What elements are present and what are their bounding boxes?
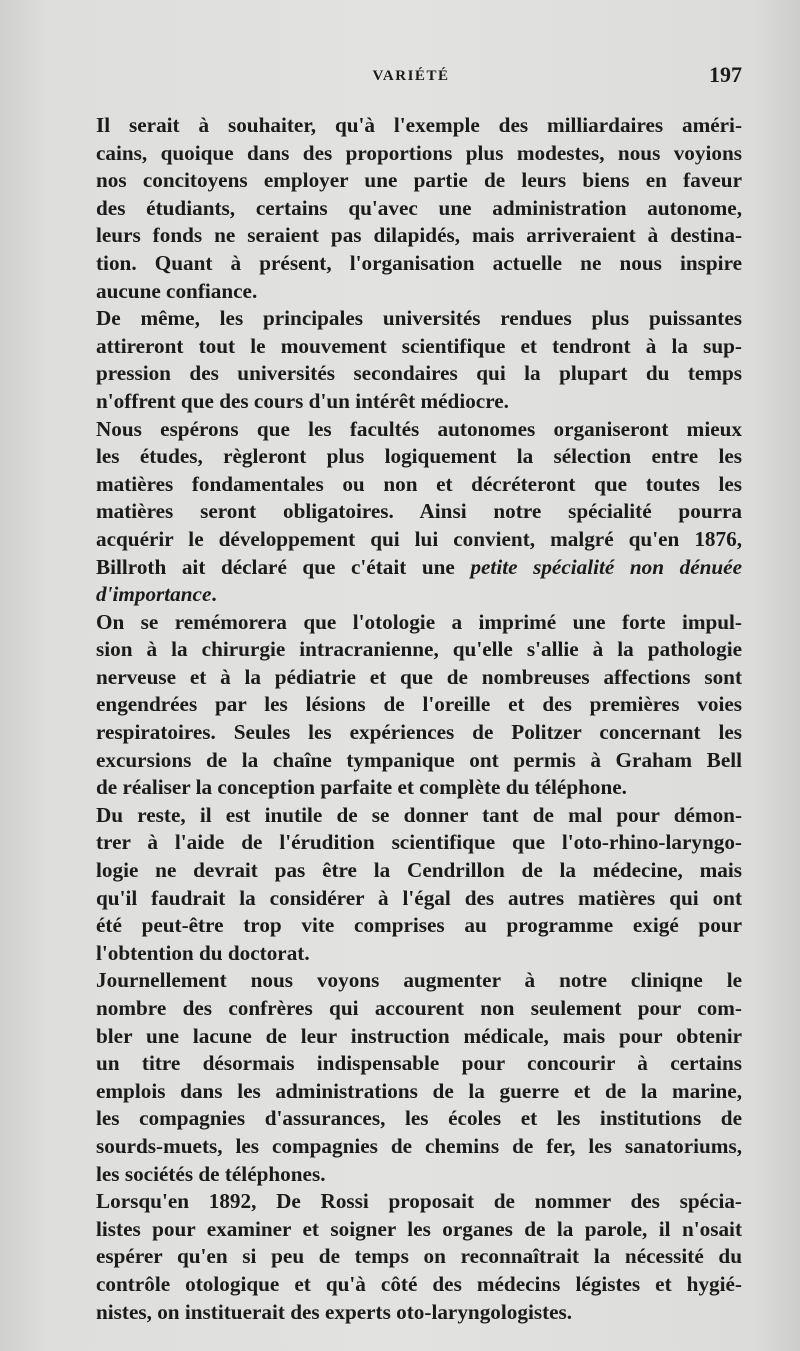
text-line: cains, quoique dans des proportions plus modestes, nous voyions — [96, 140, 742, 165]
text-line: sourds-muets, les compagnies de chemins de fer, les sanatoriums, — [96, 1133, 742, 1158]
text-line: leurs fonds ne seraient pas dilapidés, mais arriveraient à destina- — [96, 223, 742, 248]
text-line: listes pour examiner et soigner les organes de la parole, il n'osait — [96, 1216, 742, 1241]
paragraph-7 — [76, 1188, 742, 1326]
text-line: l'obtention du doctorat. — [96, 940, 310, 965]
text-line: n'offrent que des cours d'un intérêt médiocre. — [96, 388, 509, 413]
text-line: les études, règleront plus logiquement la sélection entre les — [96, 444, 742, 469]
text-line: les sociétés de téléphones. — [96, 1161, 326, 1186]
text-line: logie ne devrait pas être la Cendrillon de la médecine, mais — [96, 858, 742, 883]
text-line: nombre des confrères qui accourent non seulement pour com- — [96, 996, 742, 1020]
text-line: matières seront obligatoires. Ainsi notre spécialité pourra — [96, 499, 742, 524]
text-line: Du reste, il est inutile de se donner tant de mal pour démon- — [96, 802, 742, 827]
text-line: trer à l'aide de l'érudition scientifique que l'oto-rhino-laryngo- — [96, 830, 742, 855]
text-line: Lorsqu'en 1892, De Rossi proposait de nommer des spécia- — [96, 1189, 742, 1214]
text-line: attireront tout le mouvement scientifique et tendront à la sup- — [96, 333, 742, 358]
body-text — [76, 112, 742, 1326]
text-segment: Billroth ait déclaré que c'était une — [96, 554, 471, 579]
text-line: Nous espérons que les facultés autonomes organiseront mieux — [96, 416, 742, 441]
text-line: contrôle otologique et qu'à côté des médecins légistes et hygié- — [96, 1271, 742, 1296]
paragraph-6 — [76, 967, 742, 1188]
paragraph-5 — [76, 802, 742, 968]
text-line: nos concitoyens employer une partie de leurs biens en faveur — [96, 168, 742, 193]
text-line: respiratoires. Seules les expériences de Politzer concernant les — [96, 720, 742, 745]
page-number: 197 — [709, 62, 742, 87]
text-line: espérer qu'en si peu de temps on reconnaîtrait la nécessité du — [96, 1244, 742, 1269]
text-line: tion. Quant à présent, l'organisation actuelle ne nous inspire — [96, 250, 742, 275]
text-line — [76, 554, 742, 582]
paragraph-3 — [76, 416, 742, 609]
italic-phrase: d'importance — [96, 582, 212, 607]
text-line: On se remémorera que l'otologie a imprimé une forte impul- — [96, 609, 742, 634]
running-title: VARIÉTÉ — [372, 68, 450, 84]
text-line: aucune confiance. — [96, 278, 258, 303]
text-line: un titre désormais indispensable pour concourir à certains — [96, 1051, 742, 1076]
running-head — [80, 62, 742, 88]
text-line: de réaliser la conception parfaite et complète du téléphone. — [96, 775, 627, 800]
text-line — [76, 581, 742, 609]
text-line: engendrées par les lésions de l'oreille et des premières voies — [96, 692, 742, 717]
text-line: des étudiants, certains qu'avec une administration autonome, — [96, 195, 742, 220]
text-line: excursions de la chaîne tympanique ont permis à Graham Bell — [96, 747, 742, 772]
text-line: sion à la chirurgie intracranienne, qu'elle s'allie à la pathologie — [96, 637, 742, 662]
paragraph-2 — [76, 305, 742, 415]
text-line: Il serait à souhaiter, qu'à l'exemple des milliardaires améri- — [96, 113, 742, 137]
text-line: les compagnies d'assurances, les écoles et les institutions de — [96, 1106, 742, 1131]
text-line: été peut-être trop vite comprises au programme exigé pour — [96, 913, 742, 938]
text-line: nistes, on instituerait des experts oto-laryngologistes. — [96, 1299, 573, 1324]
text-line: matières fondamentales ou non et décréteront que toutes les — [96, 471, 742, 496]
text-line: Journellement nous voyons augmenter à notre cliniqne le — [96, 968, 742, 993]
paragraph-1 — [76, 112, 742, 305]
text-line: acquérir le développement qui lui convient, malgré qu'en 1876, — [96, 526, 742, 551]
text-line: emplois dans les administrations de la guerre et de la marine, — [96, 1078, 742, 1103]
text-segment: . — [211, 582, 217, 607]
text-line: nerveuse et à la pédiatrie et que de nombreuses affections sont — [96, 664, 742, 689]
text-line: De même, les principales universités rendues plus puissantes — [96, 306, 742, 331]
text-line: pression des universités secondaires qui la plupart du temps — [96, 361, 742, 386]
text-line: bler une lacune de leur instruction médicale, mais pour obtenir — [96, 1023, 742, 1048]
italic-phrase: petite spécialité non dénuée — [470, 554, 742, 579]
paragraph-4 — [76, 609, 742, 802]
text-line: qu'il faudrait la considérer à l'égal des autres matières qui ont — [96, 885, 742, 910]
